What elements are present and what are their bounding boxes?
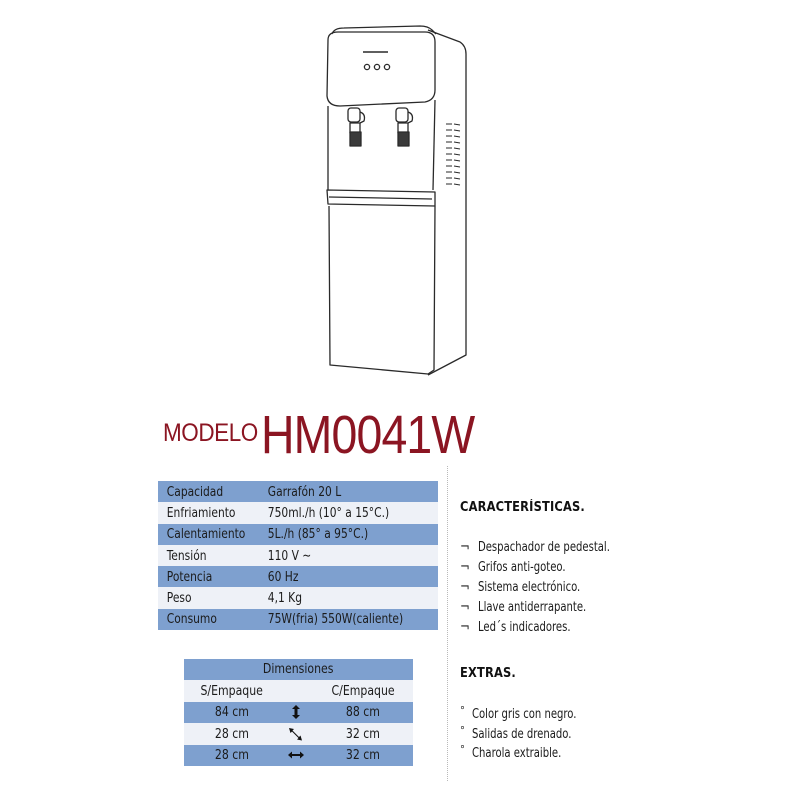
spec-row-potencia: [158, 566, 438, 587]
spec-value: 750ml./h (10° a 15°C.): [267, 504, 390, 521]
spec-value: 60 Hz: [267, 568, 299, 585]
features-section: [460, 500, 700, 637]
button-icon: [374, 64, 379, 69]
degree-bullet-icon: °: [460, 743, 465, 757]
col-with-packaging: C/Empaque: [331, 682, 395, 699]
depth-arrow-icon: [279, 727, 313, 741]
dimensions-row-height: 84 cm 88 cm: [184, 702, 413, 724]
spec-row-consumo: [158, 609, 438, 630]
spec-value: 4,1 Kg: [267, 590, 302, 607]
feature-item: ¬ Llave antiderrapante.: [460, 599, 587, 615]
not-sign-bullet-icon: ¬: [460, 559, 470, 575]
feature-item: ¬ Grifos anti-goteo.: [460, 559, 566, 575]
button-icon: [364, 64, 369, 69]
extras-section: [460, 666, 700, 764]
spec-value: 110 V ∼: [267, 547, 312, 564]
extra-item: ° Color gris con negro.: [460, 704, 577, 723]
features-list: [460, 537, 700, 637]
feature-item: ¬ Despachador de pedestal.: [460, 539, 610, 555]
dimensions-table: [184, 659, 413, 766]
feature-item: ¬ Sistema electrónico.: [460, 579, 581, 595]
spec-key: Enfriamiento: [166, 504, 236, 521]
lower-cabinet: [329, 206, 435, 374]
col-without-packaging: S/Empaque: [200, 682, 263, 699]
extras-list: [460, 705, 700, 764]
model-label: MODELO: [163, 419, 258, 447]
spec-row-enfriamiento: [158, 502, 438, 523]
product-illustration: [310, 20, 480, 380]
side-vents: [446, 124, 460, 185]
degree-bullet-icon: °: [460, 704, 465, 718]
spec-row-capacidad: [158, 481, 438, 502]
top-cap-outline: [332, 26, 436, 34]
spec-key: Potencia: [166, 568, 213, 585]
spec-key: Consumo: [166, 611, 217, 628]
spec-value: 5L./h (85° a 95°C.): [267, 526, 369, 543]
feature-item: ¬ Led´s indicadores.: [460, 619, 571, 635]
faucet-left: [348, 108, 365, 146]
spec-row-tension: [158, 545, 438, 566]
spec-key: Tensión: [166, 547, 207, 564]
dotted-divider: [447, 466, 448, 781]
button-icon: [384, 64, 389, 69]
dimensions-row-width: 28 cm 32 cm: [184, 745, 413, 767]
spec-value: Garrafón 20 L: [267, 483, 342, 500]
spec-value: 75W(fria) 550W(caliente): [267, 611, 404, 628]
dimensions-header-row: [184, 680, 413, 702]
spec-row-peso: [158, 587, 438, 608]
spec-key: Capacidad: [166, 483, 224, 500]
features-title: CARACTERÍSTICAS.: [460, 500, 585, 515]
height-arrow-icon: [279, 704, 313, 720]
not-sign-bullet-icon: ¬: [460, 599, 470, 615]
spec-row-calentamiento: [158, 524, 438, 545]
extra-item: ° Charola extraible.: [460, 743, 562, 762]
dimensions-title: Dimensiones: [184, 659, 413, 680]
specs-table: [158, 481, 438, 630]
not-sign-bullet-icon: ¬: [460, 619, 470, 635]
width-arrow-icon: [279, 751, 313, 759]
model-code: HM0041W: [261, 405, 475, 465]
faucet-right: [396, 108, 413, 146]
control-panel-outline: [327, 32, 435, 106]
extra-item: ° Salidas de drenado.: [460, 723, 572, 742]
dimensions-row-depth: 28 cm 32 cm: [184, 723, 413, 745]
not-sign-bullet-icon: ¬: [460, 539, 470, 555]
spec-key: Calentamiento: [166, 526, 246, 543]
spec-key: Peso: [166, 590, 192, 607]
not-sign-bullet-icon: ¬: [460, 579, 470, 595]
degree-bullet-icon: °: [460, 723, 465, 737]
extras-title: EXTRAS.: [460, 666, 516, 681]
